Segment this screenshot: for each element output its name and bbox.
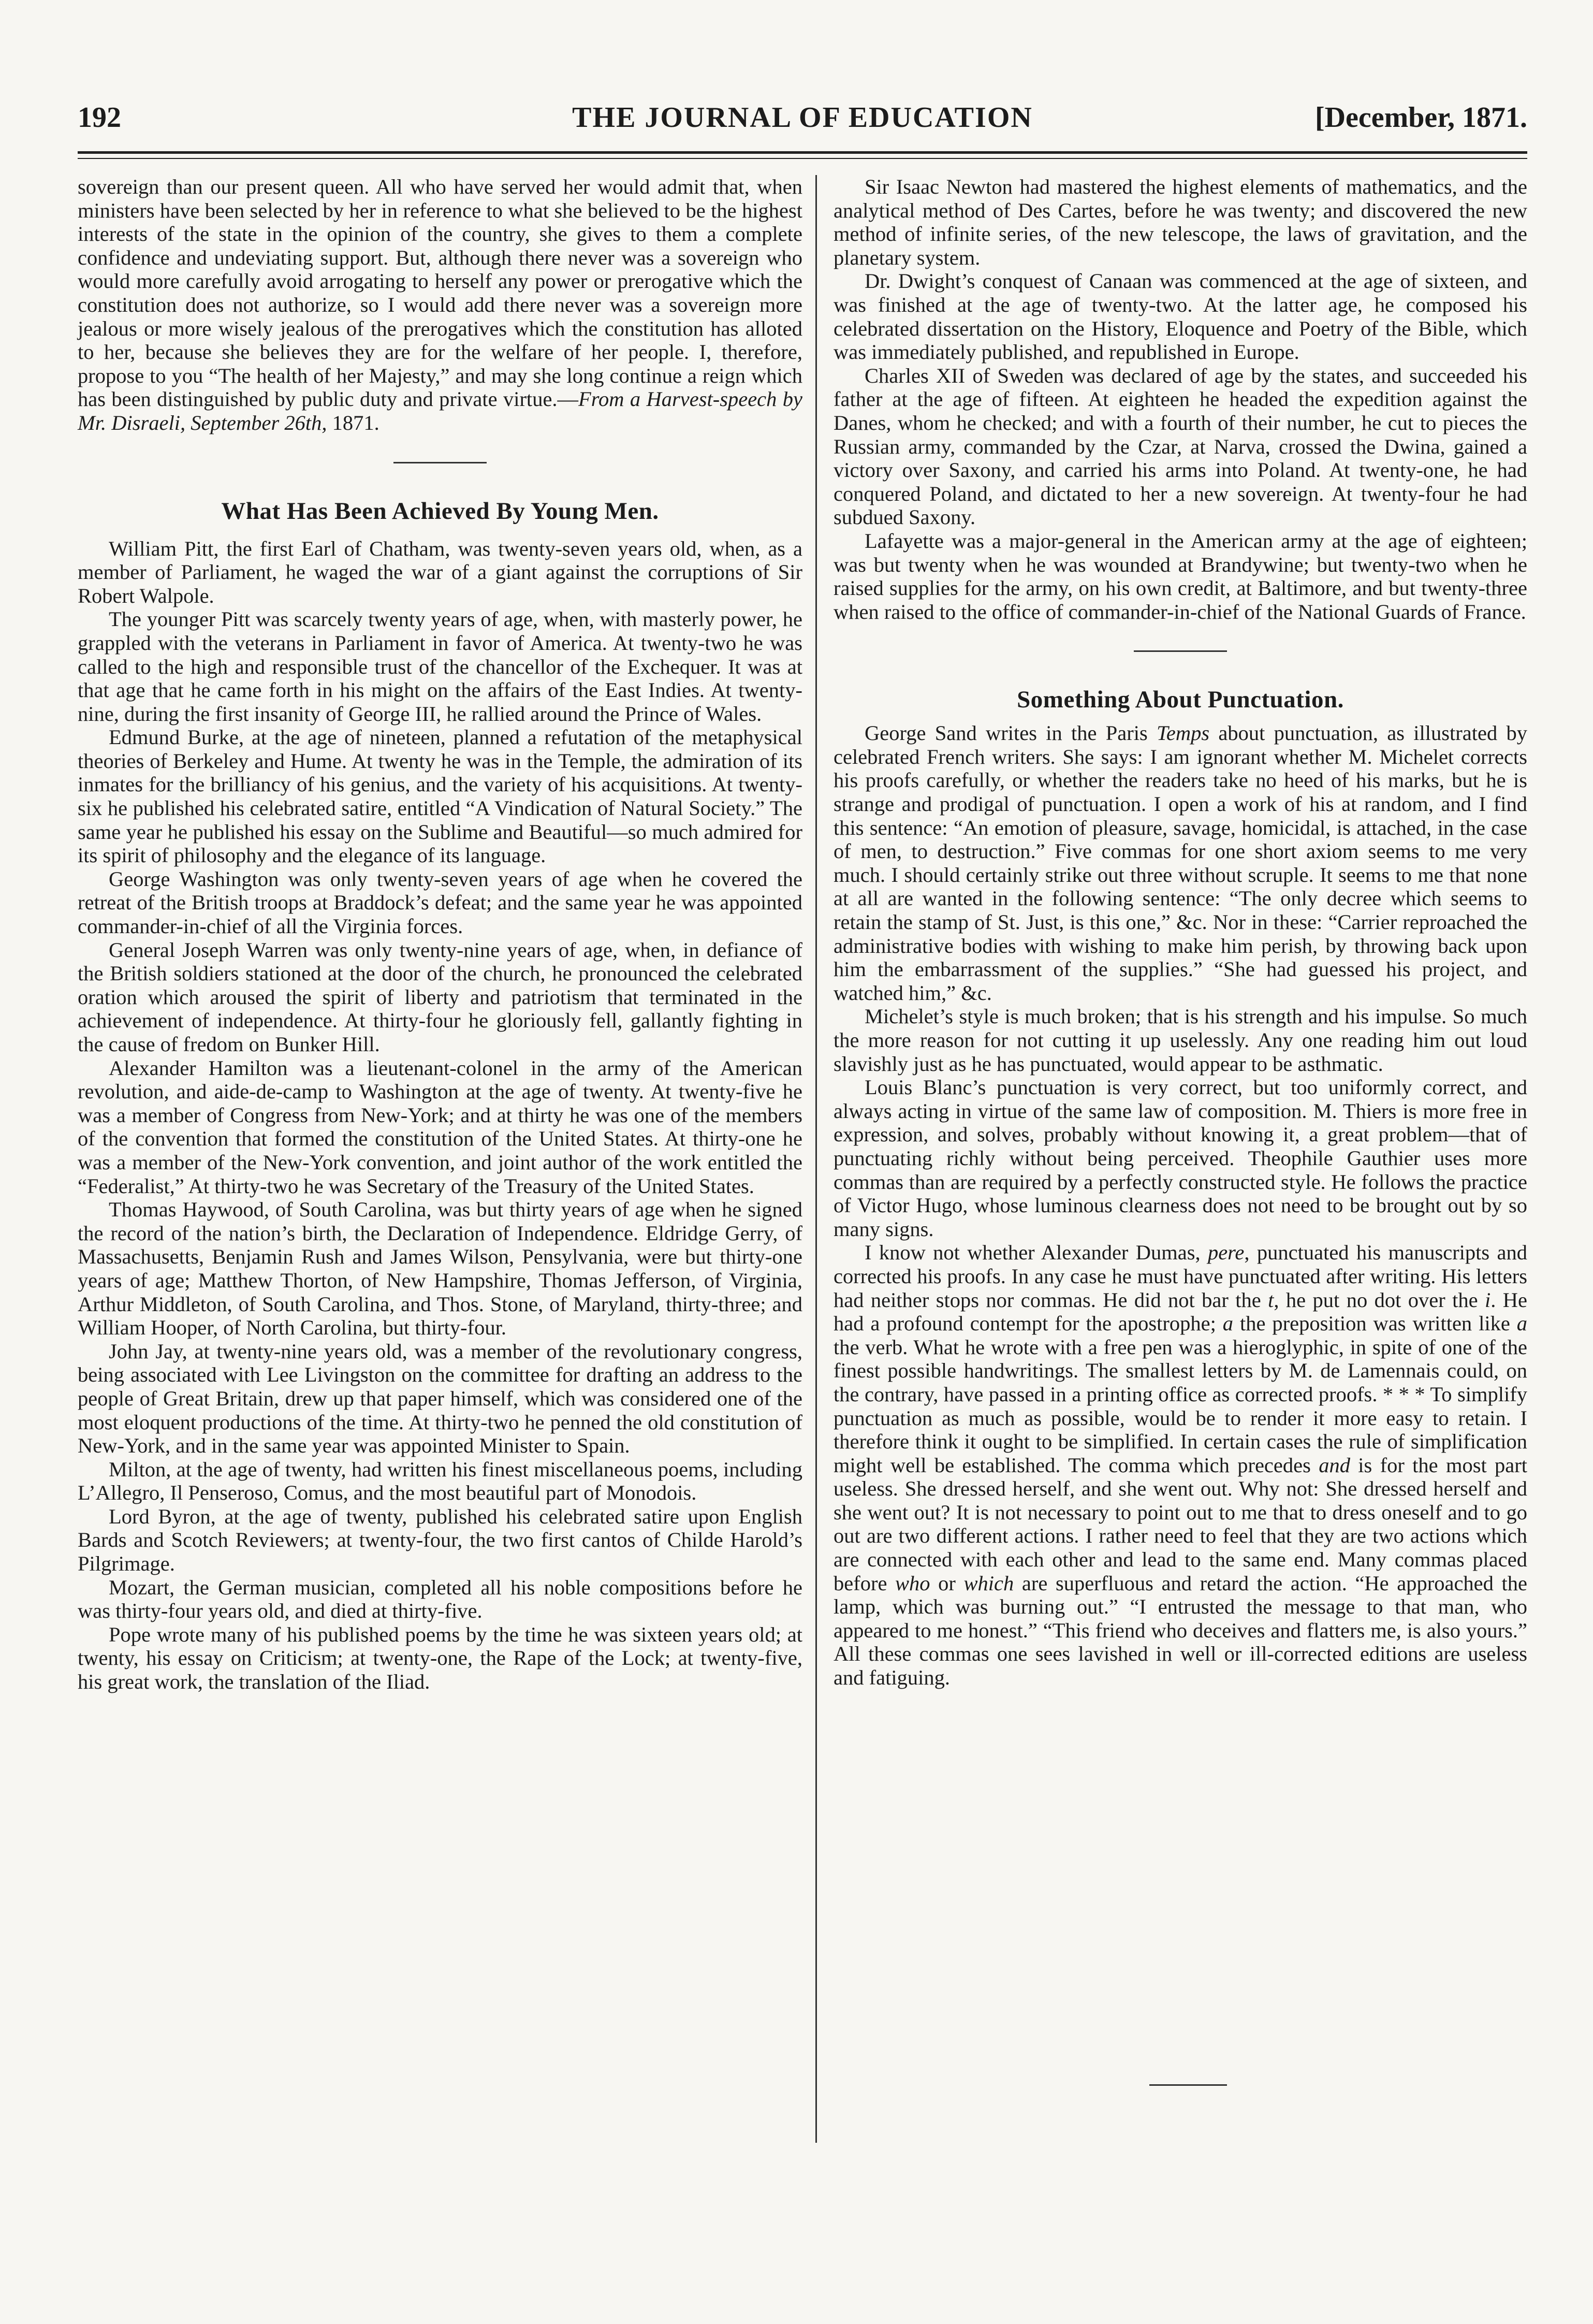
paragraph: John Jay, at twenty-nine years old, was a member of the revolutionary congress, being associated with Lee Livingston on the committee for drafting an address to the people of Great Britain, drew up that paper himself, which was considered one of the most eloquent productions of the time. At thirty-two he penned the old constitution of New-York, and in the same year was appointed Minister to Spain.: [78, 1339, 802, 1458]
right-column: [834, 175, 1527, 1690]
italic-run: Temps: [1157, 721, 1210, 745]
paragraph: Michelet’s style is much broken; that is his strength and his impulse. So much the more reason for not cutting it up uselessly. Any one reading him out loud slavishly just as he has punctuated, would appear to be asthmatic.: [834, 1005, 1527, 1076]
italic-run: pere: [1207, 1241, 1245, 1265]
text-run: George Sand writes in the Paris: [865, 721, 1157, 745]
italic-run: and: [1319, 1453, 1350, 1477]
text-run: , he put no dot over the: [1274, 1288, 1485, 1312]
journal-title: THE JOURNAL OF EDUCATION: [572, 101, 1033, 134]
italic-run: which: [963, 1571, 1014, 1595]
continued-paragraph: [78, 175, 802, 435]
speech-year: 1871.: [327, 411, 379, 434]
paragraph: Dr. Dwight’s conquest of Canaan was commenced at the age of sixteen, and was finished at the age of twenty-two. At the latter age, he composed his celebrated dissertation on the History, Eloquence and Poetry of the Bible, which was immediately published, and republished in Europe.: [834, 269, 1527, 364]
paragraph: Alexander Hamilton was a lieutenant-colonel in the army of the American revolution, and aide-de-camp to Washington at the age of twenty. At twenty-five he was a member of Congress from New-York; and at thirty he was one of the members of the convention that formed the constitution of the United States. At thirty-one he was a member of the New-York convention, and joint author of the work entitled the “Federalist,” At thirty-two he was Secretary of the Treasury of the United States.: [78, 1056, 802, 1198]
paragraph: Milton, at the age of twenty, had written his finest miscellaneous poems, including L’Allegro, Il Penseroso, Comus, and the most beautiful part of Monodois.: [78, 1457, 802, 1505]
italic-run: who: [895, 1571, 930, 1595]
article-title-young-men: What Has Been Achieved By Young Men.: [221, 497, 659, 525]
left-column: [78, 175, 802, 1694]
paragraph: [834, 721, 1527, 1005]
paragraph: Lord Byron, at the age of twenty, published his celebrated satire upon English Bards and Scotch Reviewers; at twenty-four, the two first cantos of Childe Harold’s Pilgrimage.: [78, 1504, 802, 1576]
text-run: the preposition was written like: [1233, 1312, 1517, 1335]
italic-run: a: [1222, 1312, 1234, 1335]
paragraph: Pope wrote many of his published poems by the time he was sixteen years old; at twenty, his essay on Criticism; at twenty-one, the Rape of the Lock; at twenty-five, his great work, the translation of the Iliad.: [78, 1622, 802, 1694]
text-run: about punctuation, as illustrated by celebrated French writers. She says: I am ignorant whether M. Michelet corrects his proofs carefully, or whether the readers take no heed of his marks, but he is strange and prodigal of punctuation. I open a work of his at random, and I find this sentence: “An emotion of pleasure, savage, homicidal, is attached, in the case of men, to destruction.” Five commas for one short axiom seems to me very much. I should certainly strike out three without scruple. It seems to me that none at all are wanted in the following sentence: “The only decree which seems to retain the stamp of St. Just, is this one,” &c. Nor in these: “Carrier reproached the administrative bodies with wishing to make him perish, by throwing back upon him the embarrassment of the supplies.” “She had guessed his project, and watched him,” &c.: [834, 721, 1527, 1005]
paragraph: Lafayette was a major-general in the American army at the age of eighteen; was but twenty when he was wounded at Brandywine; but twenty-two when he raised supplies for the army, on his own credit, at Baltimore, and but twenty-three when raised to the office of commander-in-chief of the National Guards of France.: [834, 529, 1527, 623]
italic-run: a: [1516, 1312, 1528, 1335]
paragraph: Louis Blanc’s punctuation is very correct, but too uniformly correct, and always acting in virtue of the same law of composition. M. Thiers is more free in expression, and solves, probably without knowing it, a great problem—that of punctuating richly without being perceived. Theophile Gauthier uses more commas than are required by a perfectly constructed style. He follows the practice of Victor Hugo, whose luminous clearness does not need to be brought out by so many signs.: [834, 1076, 1527, 1241]
text-run: . He had a profound contempt for the apostrophe;: [834, 1288, 1527, 1335]
paragraph: Sir Isaac Newton had mastered the highest elements of mathematics, and the analytical method of Des Cartes, before he was twenty; and discovered the new method of infinite series, of the new telescope, the laws of gravitation, and the planetary system.: [834, 175, 1527, 269]
header-rule-thick: [78, 151, 1527, 154]
paragraph: General Joseph Warren was only twenty-nine years of age, when, in defiance of the British soldiers stationed at the door of the church, he pronounced the celebrated oration which aroused the spirit of liberty and patriotism that terminated in the achievement of independence. At thirty-four he gloriously fell, gallantly fighting in the cause of fredom on Bunker Hill.: [78, 938, 802, 1056]
paragraph: [834, 1241, 1527, 1689]
paragraph: Edmund Burke, at the age of nineteen, planned a refutation of the metaphysical theories of Berkeley and Hume. At twenty he was in the Temple, the admiration of its inmates for the brilliancy of his genius, and the variety of his acquisitions. At twenty-six he published his celebrated satire, entitled “A Vindication of Natural Society.” The same year he published his essay on the Sublime and Beautiful—so much admired for its spirit of philosophy and the elegance of its language.: [78, 725, 802, 867]
article-title-punctuation: Something About Punctuation.: [1017, 686, 1344, 714]
paragraph: William Pitt, the first Earl of Chatham, was twenty-seven years old, when, as a member of Parliament, he waged the war of a giant against the corruptions of Sir Robert Walpole.: [78, 536, 802, 607]
text-run: is for the most part useless. She dressed herself, and she went out. Why not: She dressed herself and she went out? It is not necessary to point out to me that to dress oneself and to go out are two different actions. I rather need to feel that they are two actions which are connected with each other and lead to the same end. Many commas placed before: [834, 1453, 1527, 1595]
text-run: the verb. What he wrote with a free pen was a hieroglyphic, in spite of one of the finest possible handwritings. The smallest letters by M. de Lamennais could, on the contrary, have passed in a printing office as corrected proofs. * * * To simplify punctuation as much as possible, would be to render it more easy to retain. I therefore think it ought to be simplified. In certain cases the rule of simplification might well be established. The comma which precedes: [834, 1335, 1527, 1477]
column-divider: [815, 175, 817, 2143]
text-run: or: [930, 1571, 964, 1595]
italic-run: t: [1268, 1288, 1274, 1312]
page-header: [78, 101, 1527, 148]
header-rule-thin: [78, 158, 1527, 159]
text-run: I know not whether Alexander Dumas,: [865, 1241, 1208, 1265]
paragraph: Mozart, the German musician, completed all his noble compositions before he was thirty-four years old, and died at thirty-five.: [78, 1575, 802, 1623]
end-separator: [1149, 2084, 1227, 2086]
continued-text: sovereign than our present queen. All who have served her would admit that, when ministers have been selected by her in reference to what she believed to be the highest interests of the state in the opinion of the country, she gives to them a complete confidence and undeviating support. But, although there never was a sovereign who would more carefully avoid arrogating to herself any power or prerogative which the constitution does not authorize, so I would add there never was a sovereign more jealous or more wisely jealous of the prerogatives which the constitution has alloted to her, because she believes they are for the welfare of her people. I, therefore, propose to you “The health of her Majesty,” and may she long continue a reign which has been distinguished by public duty and private virtue.—: [78, 175, 802, 411]
paragraph: Charles XII of Sweden was declared of age by the states, and succeeded his father at the age of fifteen. At eighteen he headed the expedition against the Danes, whom he checked; and with a fourth of their number, he cut to pieces the Russian army, commanded by the Czar, at Narva, crossed the Dwina, gained a victory over Saxony, and carried his arms into Poland. At twenty-one, he had conquered Poland, and dictated to her a new sovereign. At twenty-four he had subdued Saxony.: [834, 364, 1527, 529]
paragraph: George Washington was only twenty-seven years of age when he covered the retreat of the British troops at Braddock’s defeat; and the same year he was appointed commander-in-chief of all the Virginia forces.: [78, 867, 802, 938]
paragraph: The younger Pitt was scarcely twenty years of age, when, with masterly power, he grappled with the veterans in Parliament in favor of America. At twenty-two he was called to the high and responsible trust of the chancellor of the Exchequer. It was at that age that he came forth in his might on the affairs of the East Indies. At twenty-nine, during the first insanity of George III, he rallied around the Prince of Wales.: [78, 607, 802, 725]
page-number: 192: [78, 101, 121, 134]
issue-date: [December, 1871.: [1314, 101, 1527, 134]
text-run: , punctuated his manuscripts and corrected his proofs. In any case he must have punctuated after writing. His letters had neither stops nor commas. He did not bar the: [834, 1241, 1528, 1312]
text-run: are superfluous and retard the action. “He approached the lamp, which was burning out.” “I entrusted the message to that man, who appeared to me honest.” “This friend who deceives and flatters me, is also yours.” All these commas one sees lavished in well or ill-corrected editions are useless and fatiguing.: [834, 1571, 1527, 1690]
paragraph: Thomas Haywood, of South Carolina, was but thirty years of age when he signed the record of the nation’s birth, the Declaration of Independence. Eldridge Gerry, of Massachusetts, Benjamin Rush and James Wilson, Pensylvania, were but thirty-one years of age; Matthew Thorton, of New Hampshire, Thomas Jefferson, of Virginia, Arthur Middleton, of South Carolina, and Thos. Stone, of Maryland, thirty-three; and William Hooper, of North Carolina, but thirty-four.: [78, 1198, 802, 1340]
speech-source: From a Harvest-speech by Mr. Disraeli, September 26th,: [78, 387, 802, 434]
italic-run: i: [1484, 1288, 1491, 1312]
